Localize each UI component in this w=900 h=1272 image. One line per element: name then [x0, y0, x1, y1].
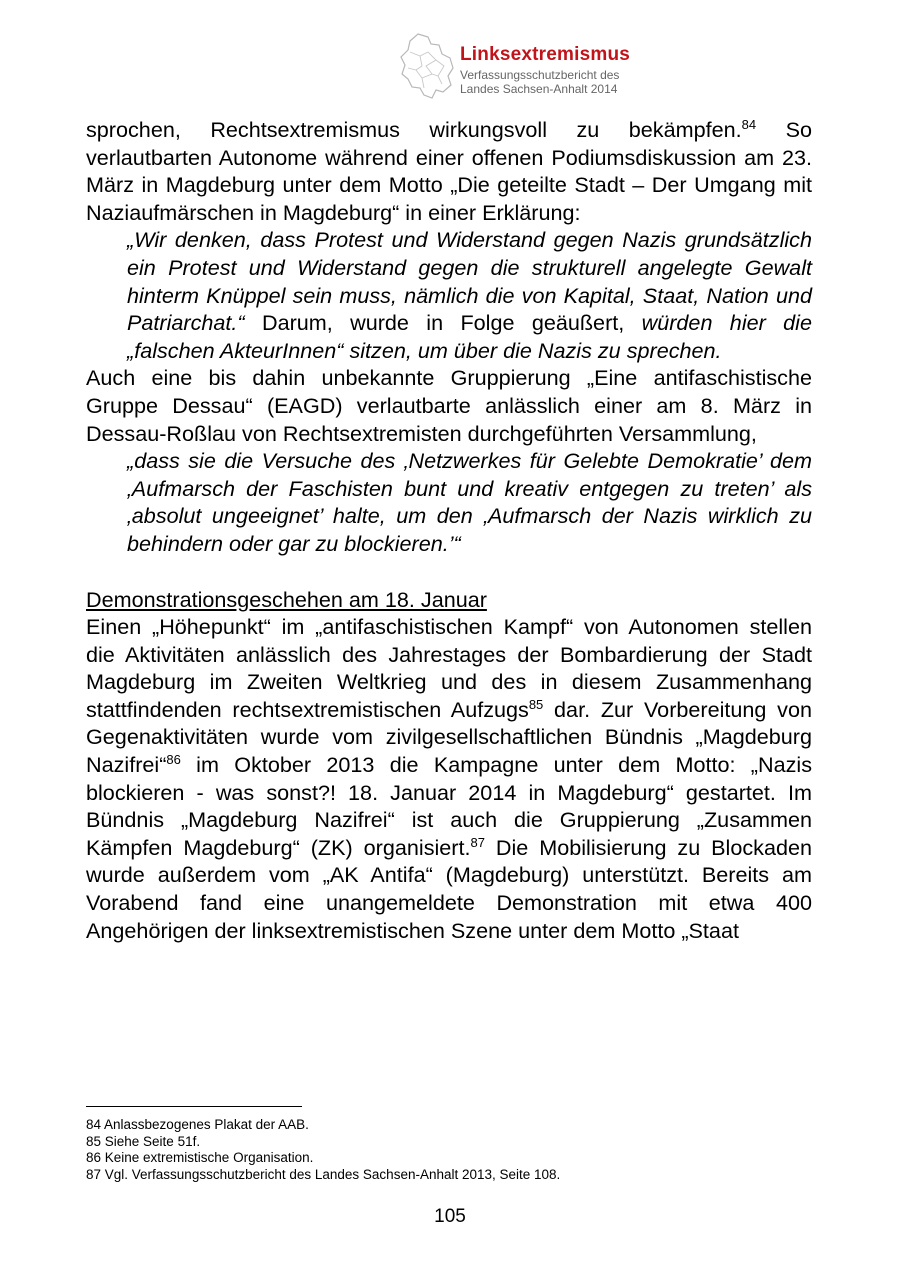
- paragraph-1: [86, 116, 812, 226]
- sachsen-anhalt-map-icon: [398, 32, 456, 100]
- quote-1-text-b: Darum, wurde in Folge geäußert,: [244, 310, 642, 336]
- paragraph-3-text-d: Die Mobilisierung zu Blockaden wurde außerdem vom „AK Antifa“ (Magdeburg) unterstützt. Bereits am Vorabend fand eine unangemeldete Demonstration mit etwa 400 Angehörigen der linksextremistischen Szene unter dem Motto „Staat: [86, 834, 812, 943]
- header-subtitle-2: Landes Sachsen-Anhalt 2014: [460, 82, 618, 96]
- header-title: Linksextremismus: [460, 44, 631, 65]
- footnote-ref-86[interactable]: 86: [166, 751, 181, 767]
- page-header: [398, 32, 658, 102]
- page-number: 105: [434, 1206, 466, 1227]
- paragraph-3-text-a: Einen „Höhepunkt“ im „antifaschistischen Kampf“ von Autonomen stellen die Aktivitäten anlässlich des Jahrestages der Bombardierung der Stadt Magdeburg im Zweiten Weltkrieg und des in diesem Zusammenhang stattfindenden rechtsextremistischen Aufzugs: [86, 614, 812, 722]
- paragraph-1-text-b: So verlautbarten Autonome während einer offenen Podiumsdiskussion am 23. März in Magdeburg unter dem Motto „Die geteilte Stadt – Der Umgang mit Naziaufmärschen in Magdeburg“ in einer Erklärung:: [86, 117, 812, 225]
- section-heading: Demonstrationsgeschehen am 18. Januar: [86, 586, 487, 612]
- footnote-ref-87[interactable]: 87: [470, 834, 485, 850]
- header-subtitle-1: Verfassungsschutzbericht des: [460, 68, 620, 82]
- main-text: [86, 116, 812, 944]
- paragraph-2: Auch eine bis dahin unbekannte Gruppierung „Eine antifaschistische Gruppe Dessau“ (EAGD) verlautbarte anlässlich einer am 8. März in Dessau-Roßlau von Rechtsextremisten durchgeführten Versammlung,: [86, 365, 812, 446]
- paragraph-3-text-c: im Oktober 2013 die Kampagne unter dem Motto: „Nazis blockieren - was sonst?! 18. Januar 2014 in Magdeburg“ gestartet. Im Bündnis „Magdeburg Nazifrei“ ist auch die Gruppierung „Zusammen Kämpfen Magdeburg“ (ZK) organisiert.: [86, 752, 812, 860]
- paragraph-1-text-a: sprochen, Rechtsextremismus wirkungsvoll zu bekämpfen.: [86, 117, 742, 142]
- quote-1-text-a: „Wir denken, dass Protest und Widerstand gegen Nazis grundsätzlich ein Protest und Widerstand gegen die strukturell angelegte Gewalt hinterm Knüppel sein muss, nämlich die von Kapital, Staat, Nation und Patriarchat.“: [127, 227, 812, 336]
- footnote-84: 84 Anlassbezogenes Plakat der AAB.: [86, 1117, 309, 1132]
- quote-1: [127, 226, 812, 364]
- footnote-ref-84[interactable]: 84: [741, 116, 757, 132]
- footnotes: [86, 1106, 812, 1183]
- quote-1-text-c: würden hier die „falschen AkteurInnen“ sitzen, um über die Nazis zu sprechen.: [127, 310, 812, 363]
- footnote-ref-85[interactable]: 85: [528, 696, 544, 712]
- footnote-87: 87 Vgl. Verfassungsschutzbericht des Landes Sachsen-Anhalt 2013, Seite 108.: [86, 1166, 561, 1182]
- paragraph-3: [86, 613, 812, 944]
- quote-2: „dass sie die Versuche des ‚Netzwerkes für Gelebte Demokratie’ dem ‚Aufmarsch der Faschisten bunt und kreativ entgegen zu treten’ als ‚absolut ungeeignet’ halte, um den ‚Aufmarsch der Nazis wirklich zu behindern oder gar zu blockieren.’“: [127, 448, 812, 556]
- footnote-85: 85 Siehe Seite 51f.: [86, 1133, 201, 1149]
- paragraph-3-text-b: dar. Zur Vorbereitung von Gegenaktivitäten wurde vom zivilgesellschaftlichen Bündnis „Magdeburg Nazifrei“: [86, 696, 812, 778]
- footnote-86: 86 Keine extremistische Organisation.: [86, 1150, 314, 1166]
- footnote-divider: [86, 1106, 302, 1107]
